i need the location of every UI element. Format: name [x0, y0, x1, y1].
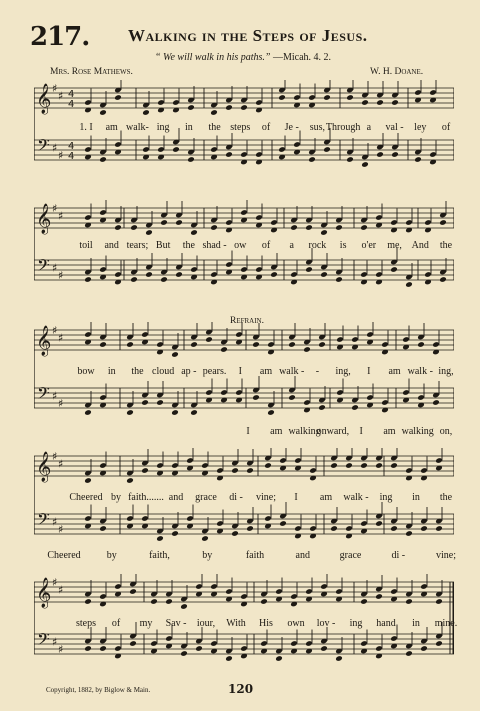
treble-notes [142, 86, 195, 116]
lyric-syllable: 1. I [79, 122, 93, 133]
bass-notes [424, 258, 447, 285]
lyric-syllable: faith, [149, 550, 170, 561]
lyric-syllable: grace [195, 492, 217, 503]
music-system-5 [34, 574, 458, 684]
lyric-syllable: am [259, 366, 273, 377]
lyric-syllable: pears. [202, 366, 227, 377]
treble-notes [278, 80, 331, 108]
lyric-syllable: cloud [152, 366, 175, 377]
key-signature-sharp: ♯ [58, 583, 64, 597]
treble-notes [290, 206, 343, 236]
lyric-syllable: And [411, 240, 429, 251]
lyric-syllable: walk - [407, 366, 433, 377]
lyric-syllable: in [412, 618, 420, 629]
music-system-4 [34, 448, 454, 572]
lyricist-credit: Mrs. Rose Mathews. [50, 67, 133, 77]
treble-notes [190, 322, 243, 353]
bass-notes [190, 379, 243, 416]
treble-notes [210, 86, 263, 116]
lyric-syllable: and [104, 240, 119, 251]
lyric-syllable: I [294, 492, 298, 503]
treble-clef: 𝄞 [36, 204, 52, 234]
key-signature-sharp: ♯ [52, 82, 58, 95]
lyric-syllable: Through [325, 122, 361, 133]
lyric-syllable: am [388, 366, 401, 377]
lyric-syllable: by [111, 492, 121, 503]
lyric-syllable: walking [288, 426, 321, 437]
bass-staff [34, 388, 454, 408]
lyric-syllable: steps [76, 618, 96, 629]
lyric-syllable: is [339, 240, 347, 251]
lyric-syllable: I [367, 366, 371, 377]
lyric-syllable: I [359, 426, 363, 437]
lyric-syllable: - [315, 366, 320, 377]
lyric-syllable: by [202, 550, 213, 561]
bass-staff [34, 514, 454, 534]
lyric-syllable: vine; [256, 492, 276, 503]
lyric-syllable: in [184, 122, 193, 133]
bass-notes [390, 507, 443, 537]
treble-clef: 𝄞 [36, 84, 52, 114]
lyric-syllable: di - [229, 492, 243, 503]
lyric-syllable: ing, [335, 366, 351, 377]
treble-clef: 𝄞 [36, 452, 52, 482]
bass-staff [34, 140, 454, 160]
music-system-1 [34, 80, 454, 200]
bass-clef: 𝄢 [37, 135, 50, 159]
treble-notes [288, 323, 326, 353]
lyric-syllable: am [383, 426, 396, 437]
bass-clef: 𝄢 [37, 255, 50, 279]
lyric-syllable: shad - [202, 240, 227, 251]
epigraph [155, 52, 331, 63]
lyric-syllable: the [439, 492, 453, 503]
bass-staff [34, 634, 454, 654]
key-signature-sharp: ♯ [58, 643, 64, 656]
lyric-syllable: walk - [343, 492, 369, 503]
treble-staff [34, 330, 454, 350]
key-signature-sharp: ♯ [58, 397, 64, 410]
hymn-title: Walking in the Steps of Jesus. [128, 26, 368, 45]
hymn-number: 217. [30, 22, 90, 52]
bass-notes [130, 253, 198, 283]
lyric-syllable: own [287, 618, 305, 629]
key-signature-sharp: ♯ [52, 261, 58, 275]
lyric-syllable: sus, [309, 122, 326, 133]
lyric-syllable: I [238, 366, 242, 377]
key-signature-sharp: ♯ [52, 389, 58, 403]
treble-notes [84, 200, 122, 231]
key-signature-sharp: ♯ [52, 635, 58, 649]
key-signature-sharp: ♯ [58, 149, 64, 162]
time-signature: 4 [68, 141, 75, 152]
refrain-label: Refrain. [230, 316, 264, 326]
lyric-syllable: a [289, 240, 294, 251]
lyric-syllable: rock [308, 240, 327, 251]
lyric-syllable: tears; [126, 240, 149, 251]
bass-notes [84, 131, 122, 163]
lyric-syllable: am [105, 122, 118, 133]
key-signature-sharp: ♯ [52, 202, 58, 215]
lyric-syllable: Cheered [47, 550, 81, 561]
lyric-syllable: a [366, 122, 372, 133]
time-signature: 4 [68, 151, 75, 162]
lyric-syllable: bow [77, 366, 95, 377]
lyric-syllable: the [208, 122, 221, 133]
lyric-syllable: Cheered [69, 492, 103, 503]
lyric-syllable: by [106, 550, 117, 561]
lyric-syllable: am [319, 492, 333, 503]
lyric-syllable: of [111, 618, 121, 629]
lyric-syllable: vine; [436, 550, 456, 561]
epigraph-reference: —Micah. 4. 2. [272, 52, 332, 63]
lyric-syllable: grace [339, 550, 362, 561]
bass-notes [150, 625, 248, 662]
key-signature-sharp: ♯ [58, 457, 64, 471]
treble-notes [424, 201, 447, 233]
lyric-syllable: Je - [284, 122, 299, 133]
key-signature-sharp: ♯ [58, 209, 64, 223]
music-system-3 [34, 322, 454, 446]
lyric-syllable: His [259, 618, 273, 629]
bass-notes [126, 505, 254, 542]
music-system-2 [34, 200, 454, 320]
bass-notes [210, 133, 263, 165]
composer-credit: W. H. Doane. [370, 67, 424, 77]
lyric-syllable: of [261, 240, 271, 251]
time-signature: 4 [68, 89, 75, 100]
treble-notes [402, 323, 440, 355]
lyric-syllable: walk - [279, 366, 305, 377]
lyric-syllable: onward, [316, 426, 350, 437]
lyric-syllable: ing, [438, 366, 454, 377]
bass-notes [360, 248, 413, 288]
key-signature-sharp: ♯ [52, 576, 58, 589]
bass-clef: 𝄢 [37, 629, 50, 653]
lyric-syllable: in [107, 366, 116, 377]
copyright-notice: Copyright, 1882, by Biglow & Main. [46, 686, 151, 694]
lyric-syllable: the [131, 366, 144, 377]
lyric-syllable: the [182, 240, 195, 251]
treble-notes [360, 574, 443, 605]
bass-clef: 𝄢 [37, 383, 50, 407]
bass-clef: 𝄢 [37, 509, 50, 533]
lyric-syllable: and [168, 492, 184, 503]
lyric-syllable: faith....... [128, 492, 164, 503]
key-signature-sharp: ♯ [52, 450, 58, 463]
lyric-syllable: lov - [316, 618, 336, 629]
treble-clef: 𝄞 [36, 578, 52, 608]
key-signature-sharp: ♯ [52, 324, 58, 337]
lyric-syllable: walk- [126, 122, 149, 133]
key-signature-sharp: ♯ [58, 331, 64, 345]
lyric-syllable: But [155, 240, 171, 251]
epigraph-quote: “ We will walk in his paths.” [155, 52, 271, 63]
notation-graphic [34, 200, 454, 320]
notation-graphic [34, 574, 454, 684]
lyric-syllable: Sav - [165, 618, 187, 629]
lyric-syllable: faith [245, 550, 265, 561]
key-signature-sharp: ♯ [58, 89, 64, 103]
treble-notes [252, 323, 275, 355]
lyric-syllable: the [439, 240, 453, 251]
key-signature-sharp: ♯ [58, 269, 64, 282]
lyric-syllable: me, [387, 240, 402, 251]
lyric-syllable: ow [234, 240, 247, 251]
lyric-syllable: walking [401, 426, 434, 437]
lyric-syllable: mine. [434, 618, 458, 629]
lyric-syllable: on, [439, 426, 453, 437]
time-signature: 4 [68, 99, 75, 110]
lyric-syllable: I [246, 426, 250, 437]
lyric-syllable: and [295, 550, 310, 561]
bass-notes [414, 138, 437, 165]
lyric-syllable: iour, [196, 618, 216, 629]
treble-notes [414, 80, 437, 103]
lyric-syllable: in [412, 492, 420, 503]
lyric-syllable: hand [376, 618, 396, 629]
lyric-syllable: toil [79, 240, 93, 251]
bass-notes [84, 505, 107, 532]
lyric-syllable: ing [156, 122, 170, 133]
key-signature-sharp: ♯ [58, 523, 64, 536]
lyric-syllable: With [226, 618, 246, 629]
bass-notes [252, 376, 275, 416]
page-number: 120 [228, 682, 254, 696]
lyric-syllable: di - [391, 550, 406, 561]
lyric-syllable: o'er [361, 240, 377, 251]
lyric-syllable: my [139, 618, 153, 629]
lyric-syllable: am [270, 426, 283, 437]
treble-clef: 𝄞 [36, 326, 52, 356]
lyric-syllable: ap - [181, 366, 197, 377]
lyric-syllable: of [441, 122, 451, 133]
lyric-syllable: ley [414, 122, 427, 133]
lyric-syllable: ing [349, 618, 363, 629]
lyric-syllable: val - [385, 122, 404, 133]
key-signature-sharp: ♯ [52, 141, 58, 155]
lyric-syllable: of [261, 122, 271, 133]
lyric-syllable: steps [230, 122, 251, 133]
lyric-syllable: ing [379, 492, 393, 503]
key-signature-sharp: ♯ [52, 515, 58, 529]
notation-graphic [34, 80, 454, 200]
